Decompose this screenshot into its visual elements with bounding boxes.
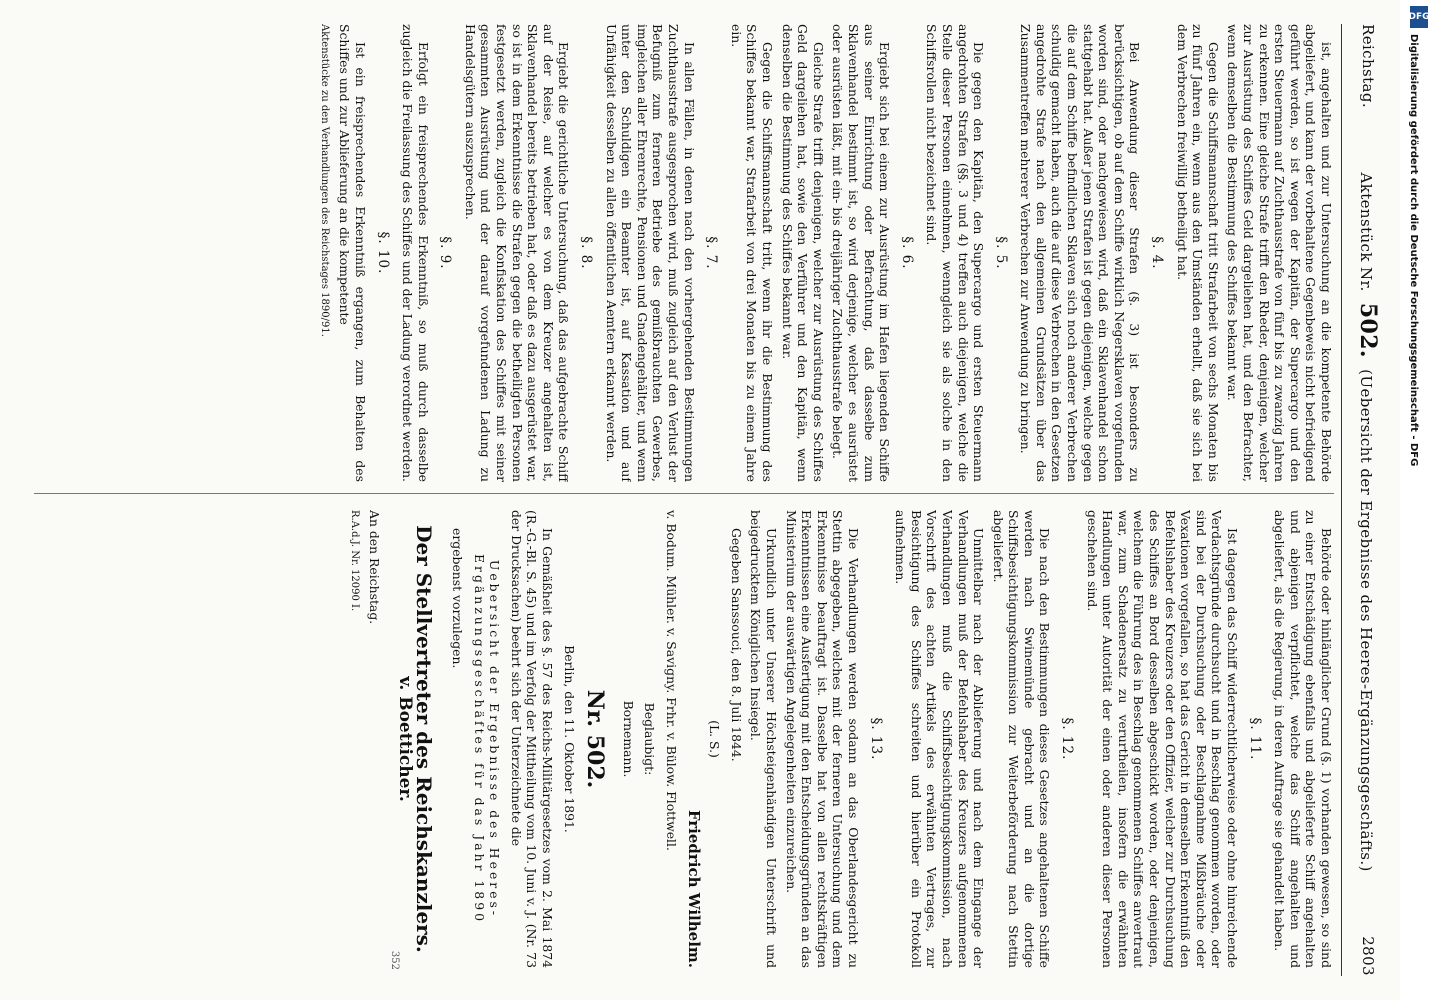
paragraph: Urkundlich unter Unserer Höchsteigenhändigen Unterschrift und beigedrucktem Königlichen Insiegel. <box>748 510 779 968</box>
seal: (L. S.) <box>707 720 723 758</box>
document-title: Uebersicht der Ergebnisse des Heeres-Ergänzungsgeschäftes für das Jahr 1890 <box>471 554 503 924</box>
header-center-prefix: Aktenstück Nr. <box>1357 172 1375 292</box>
section-heading: §. 10. <box>374 231 391 275</box>
place-date: Berlin, den 11. Oktober 1891. <box>561 645 577 833</box>
header-center-suffix: (Uebersicht der Ergebnisse des Heeres-Ergänzungsgeschäfts.) <box>1357 369 1375 872</box>
section-heading: §. 4. <box>1149 236 1166 270</box>
paragraph: ergebenst vorzulegen. <box>450 528 466 669</box>
countersignatures: v. Bodum. Mühler. v. Savigny. Frhr. v. Bülow. Flottwell. <box>664 510 680 851</box>
paragraph: Ergiebt sich bei einem zur Ausrüstung im Hafen liegenden Schiffe aus seiner Einrichtung oder Befrachtung, daß dasselbe zum Sklavenhandel bestimmt ist, so wird derjenige, welcher es ausrüstet oder ausrüsten läßt, mit ein- bis dreijähriger Zuchthausstrafe belegt. <box>830 24 893 482</box>
dfg-logo-icon: DFG <box>1410 6 1428 28</box>
paragraph: Behörde oder hinlänglicher Grund (§. 1) vorhanden gewesen, so sind zu einer Entschädigung ebenfalls und abgelieferte Schiff angehalten und abjenigen verpflichtet, welche das Schiff angehalten und abgeliefert, als die Regierung, in deren Auftrage sie gehandelt haben. <box>1272 510 1334 968</box>
header-document-number: 502. <box>1355 302 1381 358</box>
running-header <box>1341 24 1394 976</box>
signature: Friedrich Wilhelm. <box>684 809 703 968</box>
paragraph: In Gemäßheit des §. 57 des Reichs-Militärgesetzes vom 2. Mai 1874 (R.-G.-Bl. S. 45) und im Verfolg der Mittheilung vom 10. Juni v. J. (Nr. 73 der Drucksachen) beehrt sich der Unterzeichnete die <box>508 510 556 968</box>
paragraph: Ist ein freisprechendes Erkenntniß ergangen, zum Behalten des Schiffes und zur Ablieferung an die kompetente <box>337 24 368 482</box>
section-heading: §. 6. <box>898 236 915 270</box>
section-heading: §. 7. <box>703 236 720 270</box>
section-heading: §. 12. <box>1059 717 1076 761</box>
section-heading: §. 11. <box>1246 717 1263 761</box>
left-column <box>34 24 1334 482</box>
paragraph: Die Verhandlungen werden sodann an das Oberlandesgericht zu Stettin abgegeben, welches mit der ferneren Untersuchung und dem Erkenntnisse beauftragt ist. Dasselbe hat von allen rechtskräftigen Erkenntnissen eine Ausfertigung mit den Entscheidungsgründen an das Ministerium der auswärtigen Angelegenheiten einzureichen. <box>783 510 861 968</box>
paragraph: Ist dagegen das Schiff widerrechtlicherweise oder ohne hinreichende Verdachtsgründe durchsucht und in Beschlag genommen worden, oder sind bei der Durchsuchung oder Beschlagnahme Mißbräuche oder Vexationen vorgefallen, so hat das Gericht in demselben Erkenntniß den Befehlshaber des Kreuzers oder den Offizier, welcher zur Durchsuchung des Schiffes an Bord desselben abgeschickt worden, oder denjenigen, welchem die Führung des in Beschlag genommenen Schiffes anvertraut war, zum Schadenersatz zu verurtheilen, insofern die erwähnten Handlungen unter Autorität der einen oder anderen dieser Personen geschehen sind. <box>1084 510 1241 968</box>
certified-label: Beglaubigt: <box>642 702 658 776</box>
page-mark: 352 <box>389 950 400 970</box>
header-left: Reichstag. <box>1359 24 1377 109</box>
paragraph: Gleiche Strafe trifft denjenigen, welcher zur Ausrüstung des Schiffes Geld dargeliehen hat, sowie den Verführer und den Kapitän, wenn denselben die Bestimmung des Schiffes bekannt war. <box>779 24 826 482</box>
right-column <box>34 510 1334 968</box>
document-number: Nr. 502. <box>582 689 609 789</box>
section-heading: §. 5. <box>992 236 1009 270</box>
header-center <box>1355 172 1381 871</box>
paragraph: Unmittelbar nach der Ablieferung und nach dem Eingange der Verhandlungen muß der Befehlshaber des Kreuzers aufgenommenen Verhandlungen muß die Schiffsbesichtigungskommission, nach Vorschrift des achten Artikels des erwähnten Vertrages, zur Besichtigung des Schiffes schreiten und hierüber ein Protokoll aufnehmen. <box>893 510 987 968</box>
paragraph: Die nach den Bestimmungen dieses Gesetzes angehaltenen Schiffe werden nach Swinemünde gebracht und an die dortige Schiffsbesichtigungskommission zur Weiterbeförderung nach Stettin abgeliefert. <box>990 510 1053 968</box>
column-divider <box>34 493 1334 494</box>
paragraph: Bei Anwendung dieser Strafen (§. 3) ist besonders zu berücksichtigen, ob auf dem Schiffe wirklich Negersklaven vorgefunden worden sind, oder nachgewiesen wird, daß ein Sklavenhandel schon stattgehabt hat. Außer jenen Strafen ist gegen diejenigen, welche gegen die auf dem Schiffe befindlichen Sklaven sich noch anderer Verbrechen schuldig gemacht haben, auch die auf diese Verbrechen in den Gesetzen angedrohte Strafe nach den allgemeinen Grundsätzen über das Zusammentreffen mehrerer Verbrechen zur Anwendung zu bringen. <box>1018 24 1143 482</box>
paragraph: Ergiebt die gerichtliche Untersuchung, daß das aufgebrachte Schiff auf der Reise, auf welcher es von dem Kreuzer angehalten ist, Sklavenhandel bereits betrieben hat, oder daß es dazu ausgerüstet war, so ist in dem Erkenntnisse die Strafen gegen die betheiligten Personen festgesetzt werden, zugleich die Konfiskation des Schiffes mit seiner gesammten Ausrüstung und der darauf vorgefundenen Ladung zu Handelsgütern auszusprechen. <box>462 24 572 482</box>
paragraph: In allen Fällen, in denen nach den vorhergehenden Bestimmungen Zuchthausstrafe ausgesprochen wird, muß zugleich auf den Verlust der Befugniß zum ferneren Betriebe des gemißbrauchten Gewerbes, imgleichen aller Ehrenrechte, Pensionen und Gnadengehälter, und wenn unter den Schuldigen ein Beamter ist, auf Kassation und auf Unfähigkeit desselben zu allen öffentlichen Aemtern erkannt werden. <box>603 24 697 482</box>
reference-number: R.A.d.J. Nr. 12090 I. <box>348 510 360 612</box>
paragraph: Gegen die Schiffsmannschaft tritt, wenn ihr die Bestimmung des Schiffes bekannt war, Strafarbeit von drei Monaten bis zu einem Jahre ein. <box>728 24 775 482</box>
office-title: Der Stellvertreter des Reichskanzlers. <box>412 525 437 953</box>
paragraph: Gegeben Sanssouci, den 8. Juli 1844. <box>728 528 744 762</box>
paragraph: Gegen die Schiffsmannschaft tritt Strafarbeit von sechs Monaten bis zu fünf Jahren ein, wenn aus den Umständen erhellt, daß sie sich bei dem Verbrechen freiwillig betheiligt hat. <box>1174 24 1221 482</box>
paragraph: Erfolgt ein freisprechendes Erkenntniß, so muß durch dasselbe zugleich die Freilassung des Schiffes und der Ladung verordnet werden. <box>400 24 431 482</box>
section-heading: §. 8. <box>578 236 595 270</box>
section-heading: §. 13. <box>867 717 884 761</box>
paragraph: Die gegen den Kapitän, den Supercargo und ersten Steuermann angedrohten Strafen (§§. 3 und 4) treffen auch diejenigen, welche die Stelle dieser Personen einnehmen, wenngleich sie als solche in den Schiffsrollen nicht bezeichnet sind. <box>924 24 987 482</box>
page-number: 2803 <box>1359 936 1377 976</box>
paragraph: ist, angehalten und zur Untersuchung an die kompetente Behörde abgeliefert, und kann der vorbehaltene Gegenbeweis nicht befriedigend geführt werden, so ist wegen der Kapitän, der Supercargo und den ersten Steuermann auf Zuchthausstrafe von fünf bis zu zwanzig Jahren zu erkennen. Eine gleiche Strafe trifft den Rheder, denjenigen, welcher zur Ausrüstung des Schiffes Geld dargeliehen hat, und den Befrachter, wenn demselben die Bestimmung des Schiffes bekannt war. <box>1225 24 1334 482</box>
office-signature: v. Boetticher. <box>394 676 415 802</box>
section-heading: §. 9. <box>437 236 454 270</box>
addressee: An den Reichstag. <box>367 510 383 625</box>
dfg-credit: Digitalisierung gefördert durch die Deutsche Forschungsgemeinschaft - DFG <box>1408 34 1419 467</box>
footnote: Aktenstücke zu den Verhandlungen des Reichstages 1890/91. <box>318 24 330 337</box>
certified-name: Bornemann. <box>620 700 636 778</box>
